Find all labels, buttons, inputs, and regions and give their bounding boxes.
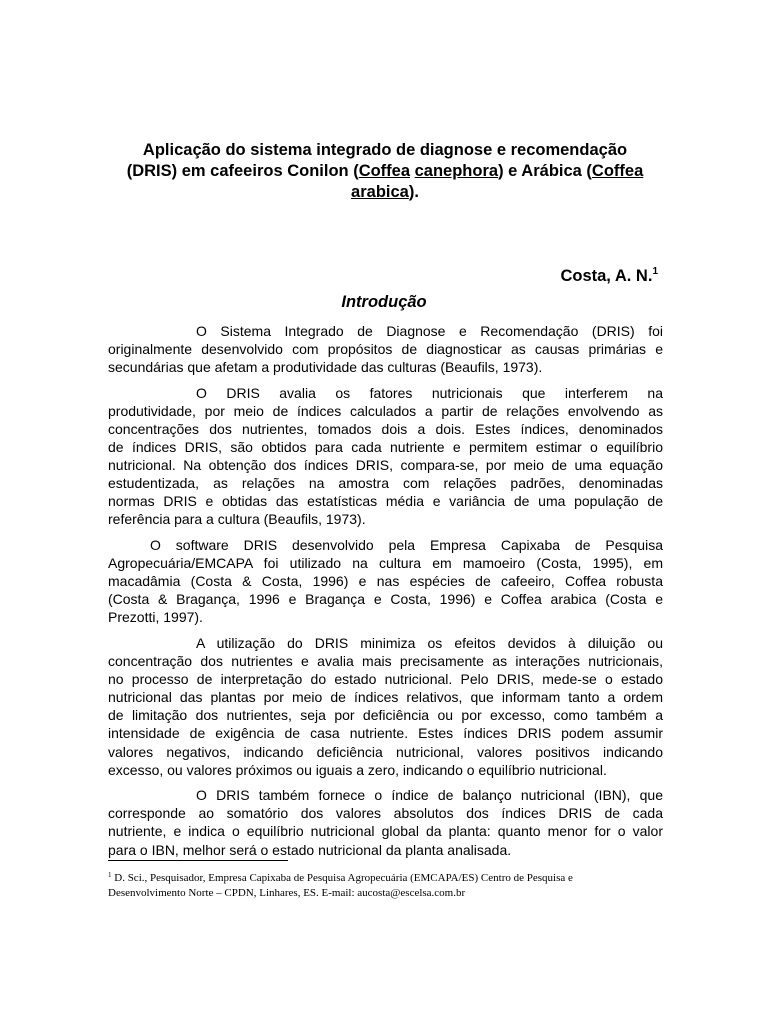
footnote-text: D. Sci., Pesquisador, Empresa Capixaba de Pesquisa Agropecuária (EMCAPA/ES) Centro de Pesquisa e — [114, 872, 573, 884]
title-genus-coffea: Coffea — [591, 162, 644, 180]
paragraph — [108, 322, 663, 376]
footnote-divider — [108, 860, 288, 861]
paragraph-line: valores negativos, indicando deficiência nutricional, valores positivos indicando — [108, 743, 663, 760]
title-text: ) e Arábica ( — [498, 162, 592, 180]
title-species-arabica: arabica — [351, 183, 409, 201]
paragraph-line: referência para a cultura (Beaufils, 1973). — [108, 511, 366, 528]
paragraph — [108, 384, 663, 529]
title-genus-coffea: Coffea — [358, 162, 411, 180]
paragraph — [108, 786, 663, 858]
paragraph-line: nutricional. Na obtenção dos índices DRIS, compara-se, por meio de uma equação — [108, 457, 663, 474]
footnote — [108, 868, 668, 901]
title-line-1: Aplicação do sistema integrado de diagnose e recomendação — [142, 141, 628, 159]
paragraph-line: concentrações dos nutrientes, tomados dois a dois. Estes índices, denominados — [108, 420, 663, 437]
paragraph-line: nutricional das plantas por meio de índices relativos, que informam tanto a ordem — [108, 689, 663, 706]
paragraph-line: secundárias que afetam a produtividade das culturas (Beaufils, 1973). — [108, 359, 543, 376]
paragraph-line: O Sistema Integrado de Diagnose e Recomendação (DRIS) foi — [196, 323, 663, 339]
footnote-line-2: Desenvolvimento Norte – CPDN, Linhares, ES. E-mail: aucosta@escelsa.com.br — [108, 887, 466, 899]
title-line-2 — [100, 161, 670, 182]
paragraph-line: macadâmia (Costa & Costa, 1996) e nas espécies de cafeeiro, Coffea robusta — [108, 573, 663, 590]
paragraph-line: de limitação dos nutrientes, seja por deficiência ou por excesso, como também a — [108, 707, 663, 724]
paragraph — [108, 634, 663, 779]
paragraph-line: nutriente, e indica o equilíbrio nutricional global da planta: quanto menor for o valor — [108, 823, 663, 840]
section-heading: Introdução — [341, 293, 427, 311]
paragraph-line: produtividade, por meio de índices calculados a partir de relações envolvendo as — [108, 402, 663, 419]
author-text: Costa, A. N. — [560, 267, 653, 285]
title-text: (DRIS) em cafeeiros Conilon ( — [126, 162, 359, 180]
paragraph-line: Agropecuária/EMCAPA foi utilizado na cultura em mamoeiro (Costa, 1995), em — [108, 555, 663, 572]
paragraph-line: de índices DRIS, são obtidos para cada nutriente e permitem estimar o equilíbrio — [108, 439, 663, 456]
footnote-marker: 1 — [108, 871, 112, 879]
paper-title — [100, 140, 670, 203]
paragraph-line: O DRIS avalia os fatores nutricionais que interferem na — [196, 384, 663, 401]
title-text: ). — [408, 183, 419, 201]
title-species-canephora: canephora — [414, 162, 499, 180]
body-text — [108, 322, 663, 866]
paragraph-line: estudentizada, as relações na amostra com relações padrões, denominadas — [108, 475, 663, 492]
paragraph-line: A utilização do DRIS minimiza os efeitos devidos à diluição ou — [196, 635, 663, 651]
footnote-line-1 — [108, 868, 668, 886]
paragraph-line: no processo de interpretação do estado nutricional. Pelo DRIS, mede-se o estado — [108, 671, 663, 688]
title-line-3 — [100, 182, 670, 203]
paragraph-line: O DRIS também fornece o índice de balanço nutricional (IBN), que — [196, 787, 663, 804]
author-name — [560, 262, 658, 286]
paragraph — [108, 536, 663, 626]
paragraph-line: originalmente desenvolvido com propósitos de diagnosticar as causas primárias e — [108, 341, 663, 358]
footnote-marker: 1 — [652, 266, 658, 277]
paragraph-line: excesso, ou valores próximos ou iguais a zero, indicando o equilíbrio nutricional. — [108, 761, 607, 778]
paragraph-line: normas DRIS e obtidas das estatísticas média e variância de uma população de — [108, 493, 663, 510]
paragraph-line: para o IBN, melhor será o estado nutricional da planta analisada. — [108, 841, 512, 858]
paragraph-line: concentração dos nutrientes e avalia mais precisamente as interações nutricionais, — [108, 653, 663, 670]
paragraph-line: O software DRIS desenvolvido pela Empresa Capixaba de Pesquisa — [150, 537, 663, 554]
paragraph-line: corresponde ao somatório dos valores absolutos dos índices DRIS de cada — [108, 805, 663, 822]
paragraph-line: intensidade de exigência de casa nutriente. Estes índices DRIS podem assumir — [108, 725, 663, 742]
paragraph-line: Prezotti, 1997). — [108, 609, 203, 626]
paragraph-line: (Costa & Bragança, 1996 e Bragança e Costa, 1996) e Coffea arabica (Costa e — [108, 591, 663, 608]
